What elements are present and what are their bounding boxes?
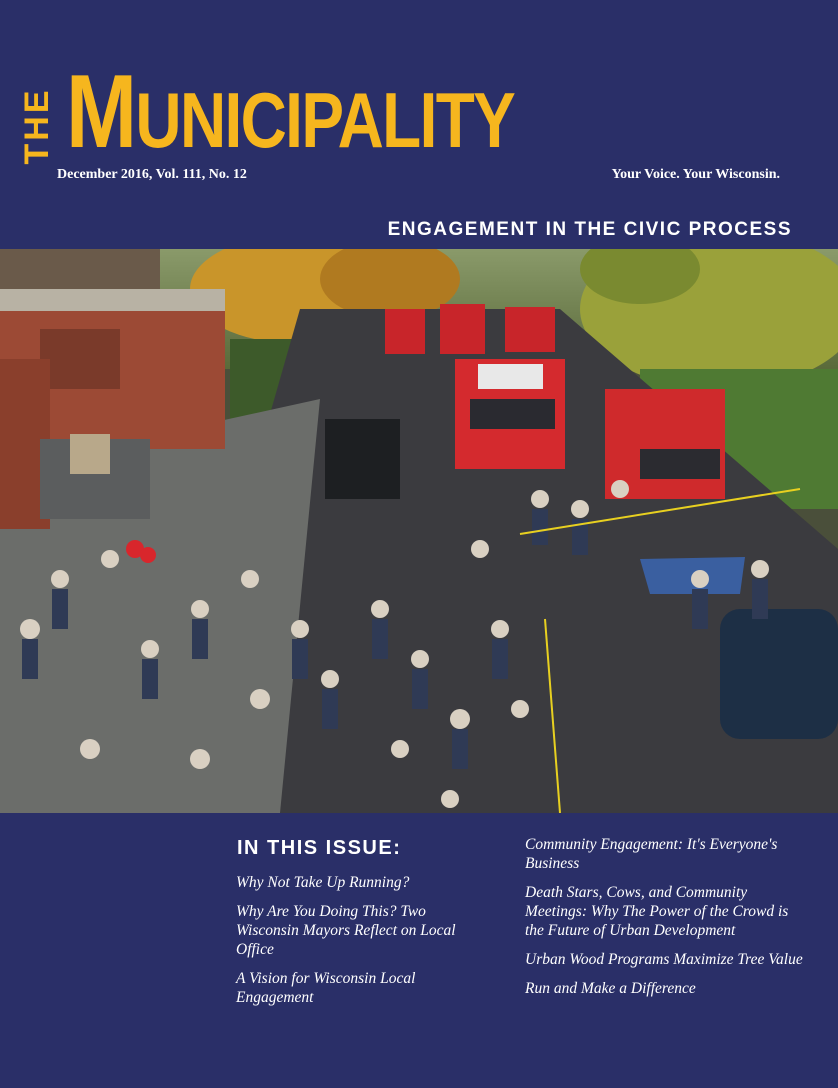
contents-left-column: [236, 873, 476, 1017]
contents-heading: IN THIS ISSUE:: [237, 837, 402, 859]
article-link[interactable]: A Vision for Wisconsin Local Engagement: [236, 970, 416, 1006]
article-link[interactable]: Why Are You Doing This? Two Wisconsin Mayors Reflect on Local Office: [236, 903, 456, 958]
street-scene-illustration: [0, 249, 838, 813]
article-link[interactable]: Community Engagement: It's Everyone's Business: [525, 836, 778, 872]
tagline: Your Voice. Your Wisconsin.: [611, 167, 780, 182]
article-link[interactable]: Urban Wood Programs Maximize Tree Value: [525, 951, 803, 968]
masthead-the: THE: [18, 87, 56, 165]
cover-photo: [0, 249, 838, 813]
article-link[interactable]: Run and Make a Difference: [525, 980, 696, 997]
contents-section: [0, 813, 838, 1088]
masthead: [0, 0, 838, 250]
cover-theme-heading: ENGAGEMENT IN THE CIVIC PROCESS: [387, 219, 792, 240]
article-link[interactable]: Why Not Take Up Running?: [236, 874, 410, 891]
contents-right-column: [525, 835, 805, 1008]
magazine-title: [66, 54, 689, 172]
issue-date: December 2016, Vol. 111, No. 12: [57, 167, 247, 182]
article-link[interactable]: Death Stars, Cows, and Community Meetings: Why The Power of the Crowd is the Future of Urban Development: [525, 884, 789, 939]
title-initial: M: [66, 54, 136, 170]
title-rest: UNICIPALITY: [135, 76, 515, 164]
